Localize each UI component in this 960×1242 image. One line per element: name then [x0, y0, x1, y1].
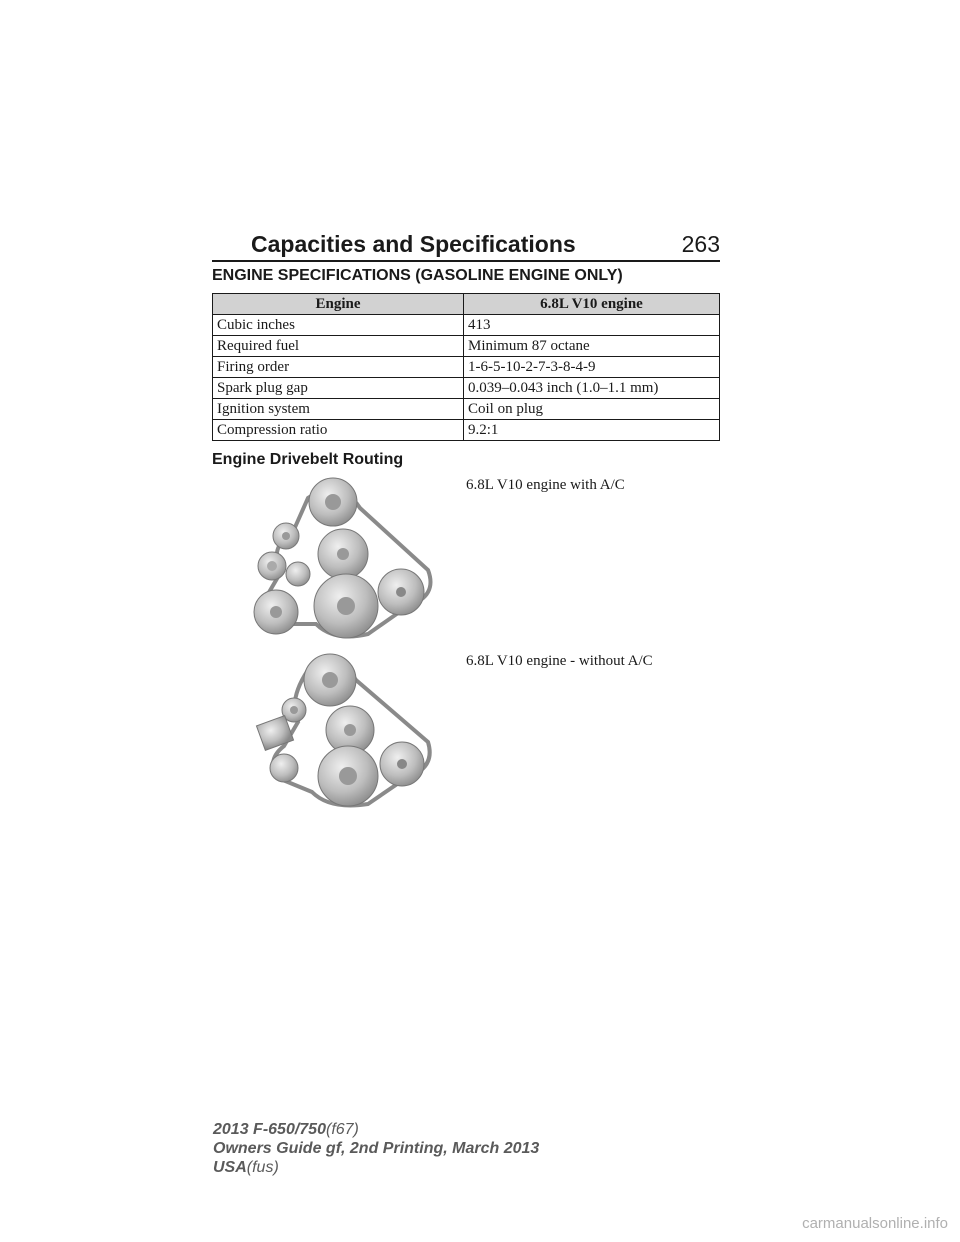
table-cell: Compression ratio: [213, 420, 464, 441]
table-cell: Minimum 87 octane: [464, 336, 720, 357]
table-header-row: [213, 294, 720, 315]
footer-model: 2013 F-650/750: [213, 1121, 326, 1138]
table-header-cell: Engine: [213, 294, 464, 315]
table-cell: 9.2:1: [464, 420, 720, 441]
diagram-caption-without-ac: 6.8L V10 engine - without A/C: [466, 653, 653, 669]
watermark: carmanualsonline.info: [802, 1215, 948, 1232]
engine-spec-table: [212, 293, 720, 441]
table-cell: 413: [464, 315, 720, 336]
table-header-cell: 6.8L V10 engine: [464, 294, 720, 315]
page-header: [212, 230, 720, 262]
page-number: 263: [681, 231, 720, 257]
footer-guide: Owners Guide gf, 2nd Printing, March 2013: [213, 1140, 540, 1157]
footer-market-code: (fus): [246, 1159, 279, 1176]
table-row: [213, 399, 720, 420]
drivebelt-diagram-without-ac: [238, 650, 438, 810]
table-cell: Coil on plug: [464, 399, 720, 420]
table-row: [213, 420, 720, 441]
table-cell: Firing order: [213, 357, 464, 378]
table-row: [213, 315, 720, 336]
page-footer: [213, 1120, 539, 1177]
table-cell: 1-6-5-10-2-7-3-8-4-9: [464, 357, 720, 378]
drivebelt-title: Engine Drivebelt Routing: [212, 451, 404, 468]
table-cell: Required fuel: [213, 336, 464, 357]
header-title: Capacities and Specifications: [251, 231, 576, 257]
table-cell: 0.039–0.043 inch (1.0–1.1 mm): [464, 378, 720, 399]
table-cell: Cubic inches: [213, 315, 464, 336]
table-cell: Ignition system: [213, 399, 464, 420]
section-title: ENGINE SPECIFICATIONS (GASOLINE ENGINE ONLY): [212, 267, 623, 284]
table-row: [213, 357, 720, 378]
footer-model-code: (f67): [325, 1121, 359, 1138]
footer-market: USA: [213, 1159, 247, 1176]
table-row: [213, 336, 720, 357]
diagram-caption-with-ac: 6.8L V10 engine with A/C: [466, 477, 625, 493]
drivebelt-diagram-with-ac: [238, 474, 438, 642]
table-row: [213, 378, 720, 399]
table-cell: Spark plug gap: [213, 378, 464, 399]
